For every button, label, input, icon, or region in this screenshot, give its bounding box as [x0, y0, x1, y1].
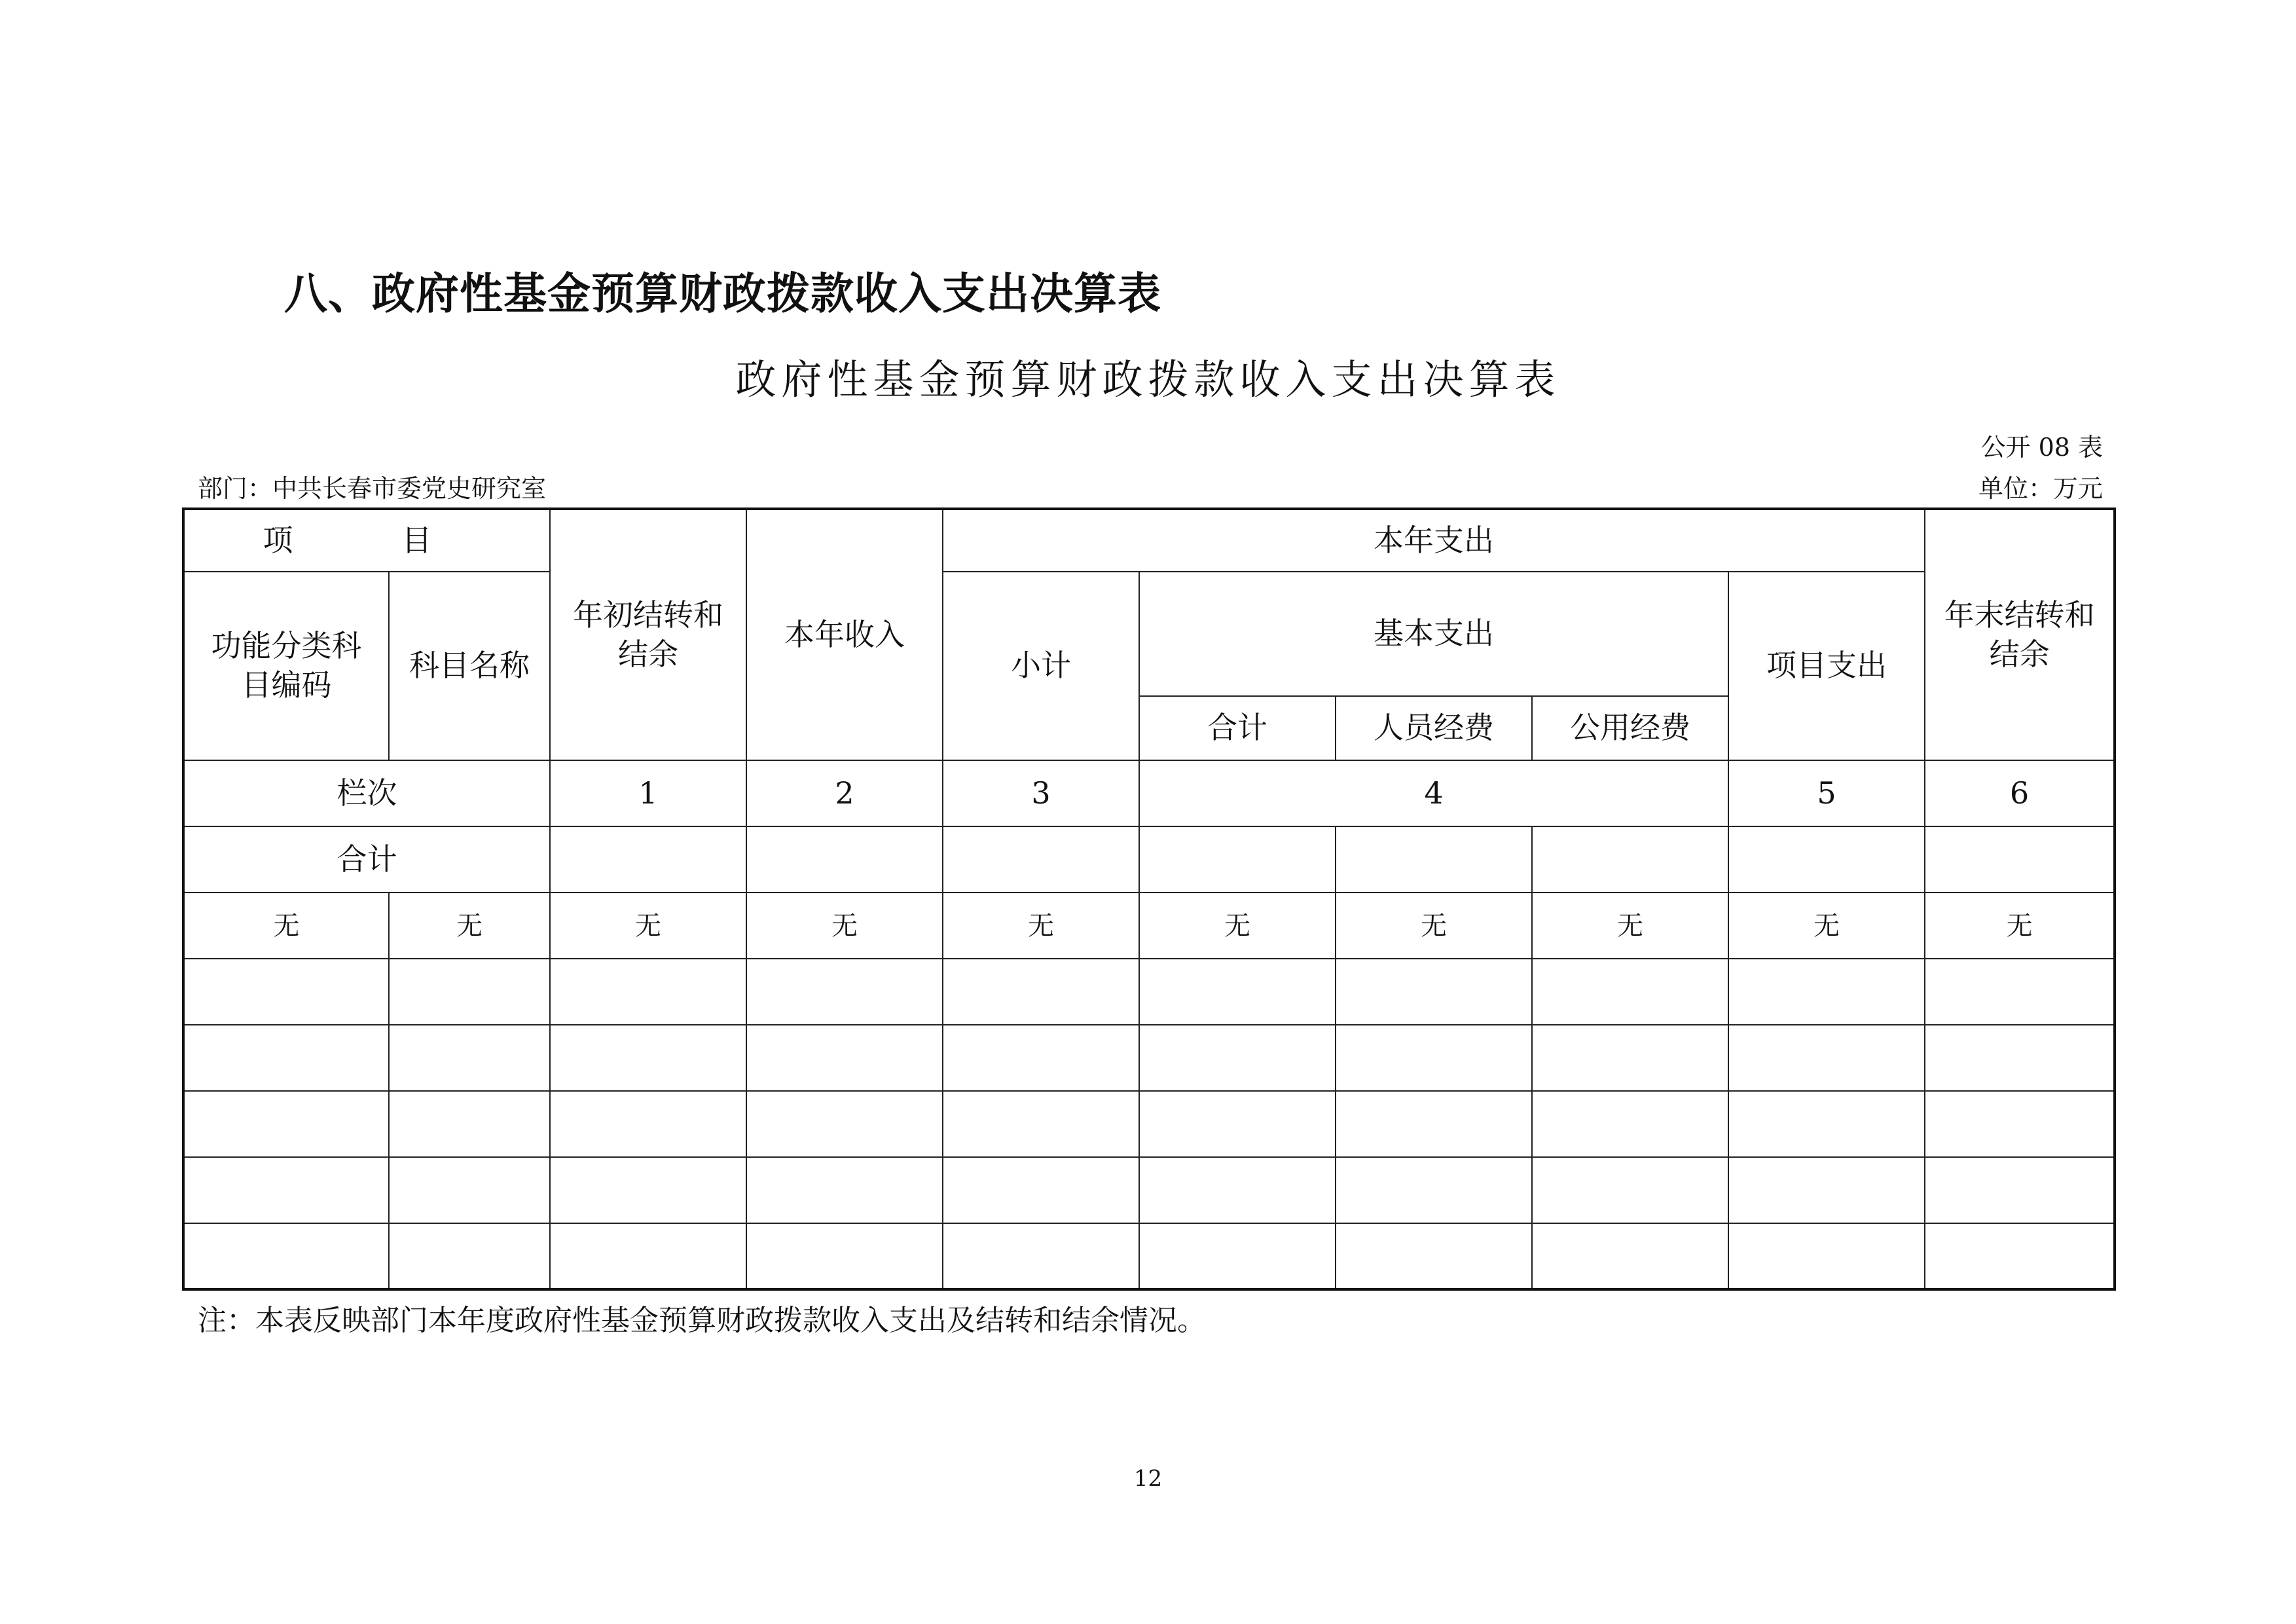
table-row — [183, 1223, 2115, 1289]
table-row — [183, 893, 2115, 959]
column-number: 6 — [1925, 760, 2115, 826]
table-cell: 无 — [1532, 893, 1728, 959]
table-cell — [746, 826, 943, 893]
header-current-income: 本年收入 — [746, 509, 943, 760]
page-number: 12 — [1133, 1466, 1163, 1492]
header-closing-balance-line1: 年末结转和 — [1944, 597, 2095, 633]
header-item: 项 目 — [183, 509, 550, 572]
table-cell — [1925, 826, 2115, 893]
table-row — [183, 959, 2115, 1025]
header-opening-balance-line2: 结余 — [618, 636, 678, 672]
header-basic-total: 合计 — [1139, 696, 1336, 760]
table-cell: 无 — [550, 893, 746, 959]
table-title: 政府性基金预算财政拨款收入支出决算表 — [735, 356, 1561, 403]
table-cell: 无 — [1925, 893, 2115, 959]
table-cell — [1728, 826, 1925, 893]
header-basic-expense: 基本支出 — [1139, 572, 1728, 696]
header-public: 公用经费 — [1532, 696, 1728, 760]
header-project-expense: 项目支出 — [1728, 572, 1925, 760]
department-label: 部门：中共长春市委党史研究室 — [198, 474, 547, 503]
header-func-code-line2: 目编码 — [241, 667, 332, 703]
table-cell — [943, 826, 1139, 893]
table-cell — [1336, 826, 1532, 893]
column-row-label: 栏次 — [183, 760, 550, 826]
header-closing-balance — [1925, 509, 2115, 760]
table-cell: 无 — [943, 893, 1139, 959]
column-number: 4 — [1139, 760, 1728, 826]
header-func-code-line1: 功能分类科 — [211, 628, 362, 664]
footnote: 注：本表反映部门本年度政府性基金预算财政拨款收入支出及结转和结余情况。 — [198, 1304, 1206, 1337]
header-current-expense: 本年支出 — [943, 509, 1925, 572]
unit-label: 单位：万元 — [1978, 474, 2103, 503]
section-heading: 八、政府性基金预算财政拨款收入支出决算表 — [284, 268, 1161, 319]
column-number: 5 — [1728, 760, 1925, 826]
table-cell: 无 — [389, 893, 550, 959]
table-cell: 无 — [746, 893, 943, 959]
table-row — [183, 1091, 2115, 1157]
header-personnel: 人员经费 — [1336, 696, 1532, 760]
total-row-label: 合计 — [183, 826, 550, 893]
table-row — [183, 1025, 2115, 1091]
column-number: 2 — [746, 760, 943, 826]
table-cell — [1532, 826, 1728, 893]
table-cell: 无 — [1728, 893, 1925, 959]
table-cell: 无 — [183, 893, 389, 959]
form-number: 公开 08 表 — [1980, 433, 2103, 462]
table-row — [183, 1157, 2115, 1223]
table-cell — [1139, 826, 1336, 893]
table-cell — [550, 826, 746, 893]
header-closing-balance-line2: 结余 — [1989, 636, 2050, 672]
header-subject-name: 科目名称 — [389, 572, 550, 760]
header-subtotal: 小计 — [943, 572, 1139, 760]
budget-table — [182, 507, 2116, 1291]
column-number: 1 — [550, 760, 746, 826]
header-opening-balance — [550, 509, 746, 760]
table-cell: 无 — [1139, 893, 1336, 959]
column-number: 3 — [943, 760, 1139, 826]
header-func-code — [183, 572, 389, 760]
table-cell: 无 — [1336, 893, 1532, 959]
header-opening-balance-line1: 年初结转和 — [573, 597, 723, 633]
